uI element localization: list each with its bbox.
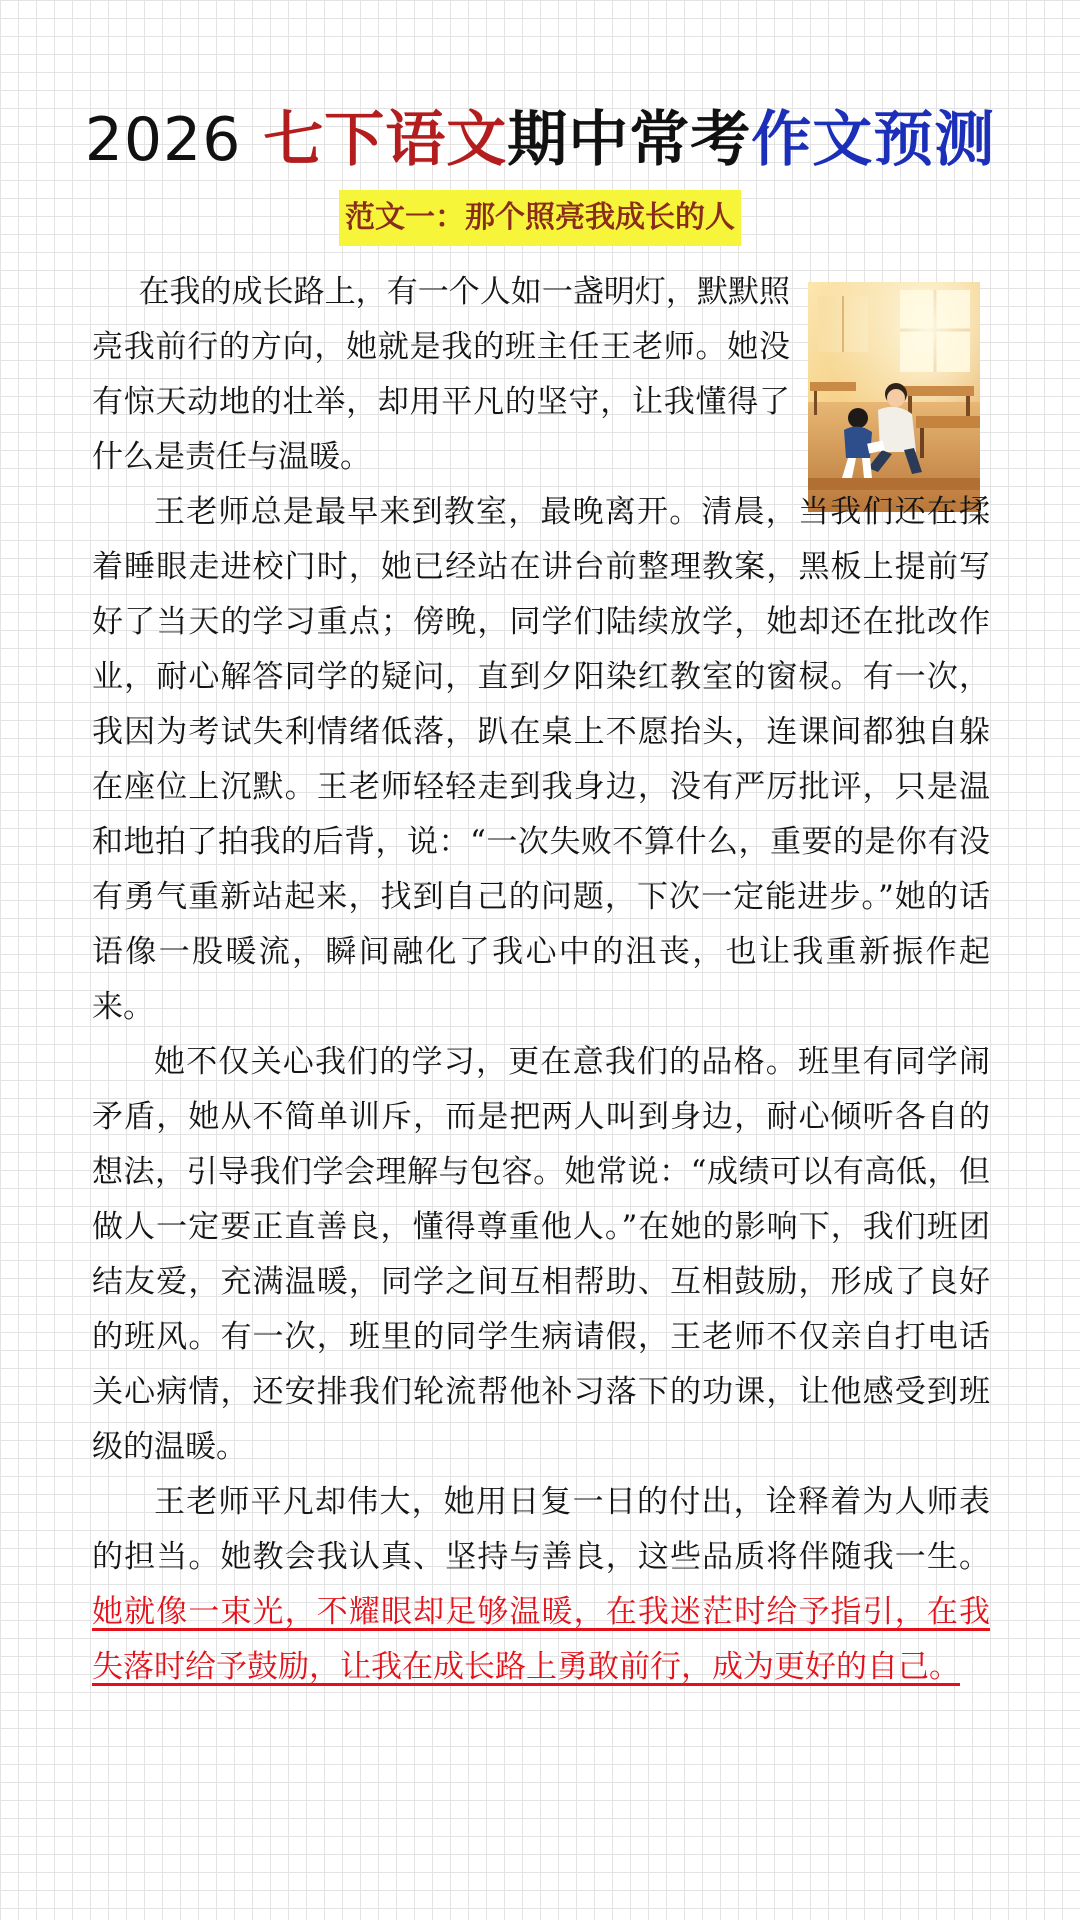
paragraph-2: 王老师总是最早来到教室，最晚离开。清晨，当我们还在揉着睡眼走进校门时，她已经站在讲台前整理教案，黑板上提前写好了当天的学习重点；傍晚，同学们陆续放学，她却还在批改作业，耐心解答同学的疑问，直到夕阳染红教室的窗棂。有一次，我因为考试失利情绪低落，趴在桌上不愿抬头，连课间都独自躲在座位上沉默。王老师轻轻走到我身边，没有严厉批评，只是温和地拍了拍我的后背，说：“一次失败不算什么，重要的是你有没有勇气重新站起来，找到自己的问题，下次一定能进步。”她的话语像一股暖流，瞬间融化了我心中的沮丧，也让我重新振作起来。: [92, 494, 990, 1025]
title-part-topic: 作文预测: [751, 105, 996, 175]
paragraph-4: [92, 1475, 990, 1695]
essay-subtitle: 范文一：那个照亮我成长的人: [339, 190, 741, 246]
title-part-exam: 期中常考: [507, 105, 752, 175]
page-title: [0, 100, 1080, 180]
paragraph-1: 在我的成长路上，有一个人如一盏明灯，默默照亮我前行的方向，她就是我的班主任王老师。她没有惊天动地的壮举，却用平凡的坚守，让我懂得了什么是责任与温暖。: [92, 274, 790, 475]
paragraph-3: 她不仅关心我们的学习，更在意我们的品格。班里有同学闹矛盾，她从不简单训斥，而是把两人叫到身边，耐心倾听各自的想法，引导我们学会理解与包容。她常说：“成绩可以有高低，但做人一定要正直善良，懂得尊重他人。”在她的影响下，我们班团结友爱，充满温暖，同学之间互相帮助、互相鼓励，形成了良好的班风。有一次，班里的同学生病请假，王老师不仅亲自打电话关心病情，还安排我们轮流帮他补习落下的功课，让他感受到班级的温暖。: [92, 1044, 990, 1465]
subtitle-wrap: [0, 190, 1080, 246]
classroom-illustration-icon: [808, 282, 980, 512]
paragraph-4-text: 王老师平凡却伟大，她用日复一日的付出，诠释着为人师表的担当。她教会我认真、坚持与善良，这些品质将伴随我一生。: [92, 1484, 990, 1575]
title-part-subject: 七下语文: [263, 105, 508, 175]
title-year: 2026: [84, 105, 242, 175]
paragraph-4-highlight: 她就像一束光，不耀眼却足够温暖，在我迷茫时给予指引，在我失落时给予鼓励，让我在成长路上勇敢前行，成为更好的自己。: [92, 1594, 990, 1685]
